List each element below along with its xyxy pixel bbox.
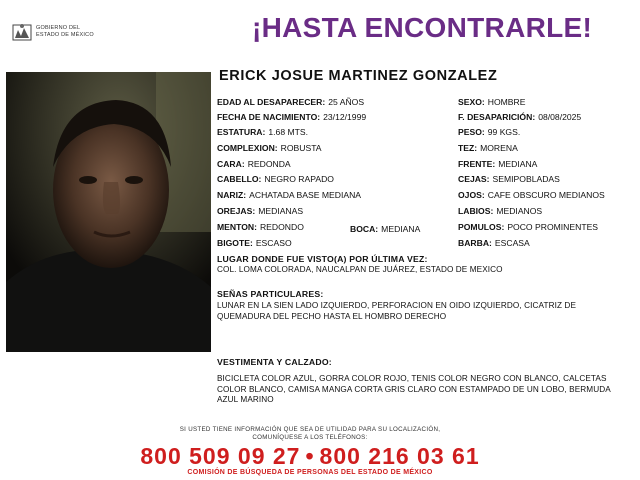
field-f-desaparicion — [458, 112, 581, 122]
field-label: COMPLEXION: — [217, 143, 278, 153]
state-seal-icon — [12, 22, 32, 42]
field-value: NEGRO RAPADO — [264, 174, 334, 184]
field-cabello — [217, 174, 334, 184]
field-bigote — [217, 238, 292, 248]
field-value: REDONDA — [247, 159, 291, 169]
field-frente — [458, 159, 537, 169]
field-value: MEDIANA — [381, 224, 421, 234]
field-pomulos — [458, 222, 598, 232]
field-value: 1.68 MTS. — [268, 127, 309, 137]
field-label: FRENTE: — [458, 159, 496, 169]
contact-note — [0, 426, 620, 441]
field-label: TEZ: — [458, 143, 478, 153]
field-label: CARA: — [217, 159, 245, 169]
contact-note-line-2: COMUNÍQUESE A LOS TELÉFONOS: — [252, 433, 368, 441]
phone-numbers — [0, 443, 620, 470]
field-label: NARIZ: — [217, 190, 247, 200]
field-label: LABIOS: — [458, 206, 494, 216]
field-ojos — [458, 190, 605, 200]
field-label: OJOS: — [458, 190, 485, 200]
field-label: CEJAS: — [458, 174, 490, 184]
field-label: FECHA DE NACIMIENTO: — [217, 112, 321, 122]
gov-line-1: GOBIERNO DEL — [36, 25, 81, 31]
field-sexo — [458, 97, 525, 107]
clothing-text: BICICLETA COLOR AZUL, GORRA COLOR ROJO, TENIS COLOR NEGRO CON BLANCO, CALCETAS COLOR BLANCO, CAMISA MANGA CORTA GRIS CLARO CON ESTAMPADO DE UN LOBO, BERMUDA AZUL MARINO — [217, 374, 611, 405]
field-label: EDAD AL DESAPARECER: — [217, 97, 326, 107]
field-value: ROBUSTA — [280, 143, 322, 153]
field-fecha-nacimiento — [217, 112, 366, 122]
clothing-title: VESTIMENTA Y CALZADO: — [217, 357, 332, 367]
field-complexion — [217, 143, 322, 153]
field-orejas — [217, 206, 303, 216]
field-value: MEDIANAS — [258, 206, 304, 216]
field-label: BOCA: — [350, 224, 379, 234]
field-label: POMULOS: — [458, 222, 505, 232]
field-estatura — [217, 127, 308, 137]
field-value: 08/08/2025 — [538, 112, 582, 122]
field-label: BARBA: — [458, 238, 492, 248]
person-photo-image — [6, 72, 211, 352]
field-label: MENTON: — [217, 222, 257, 232]
field-peso — [458, 127, 520, 137]
field-value: ESCASA — [494, 238, 530, 248]
field-labios — [458, 206, 542, 216]
field-cara — [217, 159, 291, 169]
field-label: CABELLO: — [217, 174, 262, 184]
field-value: 23/12/1999 — [323, 112, 367, 122]
field-label: PESO: — [458, 127, 485, 137]
marks-text: LUNAR EN LA SIEN LADO IZQUIERDO, PERFORACION EN OIDO IZQUIERDO, CICATRIZ DE QUEMADURA DEL PECHO HASTA EL HOMBRO DERECHO — [217, 301, 577, 321]
phone-2: 800 216 03 61 — [319, 443, 480, 469]
field-value: ESCASO — [255, 238, 292, 248]
field-nariz — [217, 190, 361, 200]
last-seen-text: COL. LOMA COLORADA, NAUCALPAN DE JUÁREZ, ESTADO DE MEXICO — [217, 265, 503, 274]
field-value: POCO PROMINENTES — [507, 222, 599, 232]
marks-title: SEÑAS PARTICULARES: — [217, 289, 324, 299]
field-value: MORENA — [480, 143, 518, 153]
gov-line-2: ESTADO DE MÉXICO — [36, 32, 94, 38]
field-value: 25 AÑOS — [328, 97, 365, 107]
field-value: REDONDO — [259, 222, 304, 232]
headline: ¡HASTA ENCONTRARLE! — [252, 12, 593, 43]
government-logo — [12, 22, 122, 44]
commission-footer: COMISIÓN DE BÚSQUEDA DE PERSONAS DEL ESTADO DE MÉXICO — [187, 469, 433, 476]
field-cejas — [458, 174, 560, 184]
field-value: CAFE OBSCURO MEDIANOS — [487, 190, 605, 200]
field-value: SEMIPOBLADAS — [492, 174, 560, 184]
person-name: ERICK JOSUE MARTINEZ GONZALEZ — [219, 68, 498, 84]
field-label: BIGOTE: — [217, 238, 253, 248]
field-value: MEDIANA — [498, 159, 538, 169]
government-label — [36, 25, 94, 39]
field-label: ESTATURA: — [217, 127, 266, 137]
person-photo — [6, 72, 211, 352]
field-label: SEXO: — [458, 97, 485, 107]
field-menton — [217, 222, 304, 232]
phone-1: 800 509 09 27 — [140, 443, 301, 469]
contact-note-line-1: SI USTED TIENE INFORMACIÓN QUE SEA DE UTILIDAD PARA SU LOCALIZACIÓN, — [179, 426, 441, 433]
field-value: ACHATADA BASE MEDIANA — [249, 190, 362, 200]
field-label: OREJAS: — [217, 206, 256, 216]
field-value: MEDIANOS — [496, 206, 543, 216]
field-boca — [350, 224, 420, 234]
field-barba — [458, 238, 530, 248]
field-tez — [458, 143, 518, 153]
phone-separator: • — [305, 443, 315, 469]
field-label: F. DESAPARICIÓN: — [458, 112, 536, 122]
field-value: HOMBRE — [487, 97, 526, 107]
field-value: 99 KGS. — [487, 127, 521, 137]
last-seen-title: LUGAR DONDE FUE VISTO(A) POR ÚLTIMA VEZ: — [217, 254, 428, 264]
field-edad — [217, 97, 364, 107]
